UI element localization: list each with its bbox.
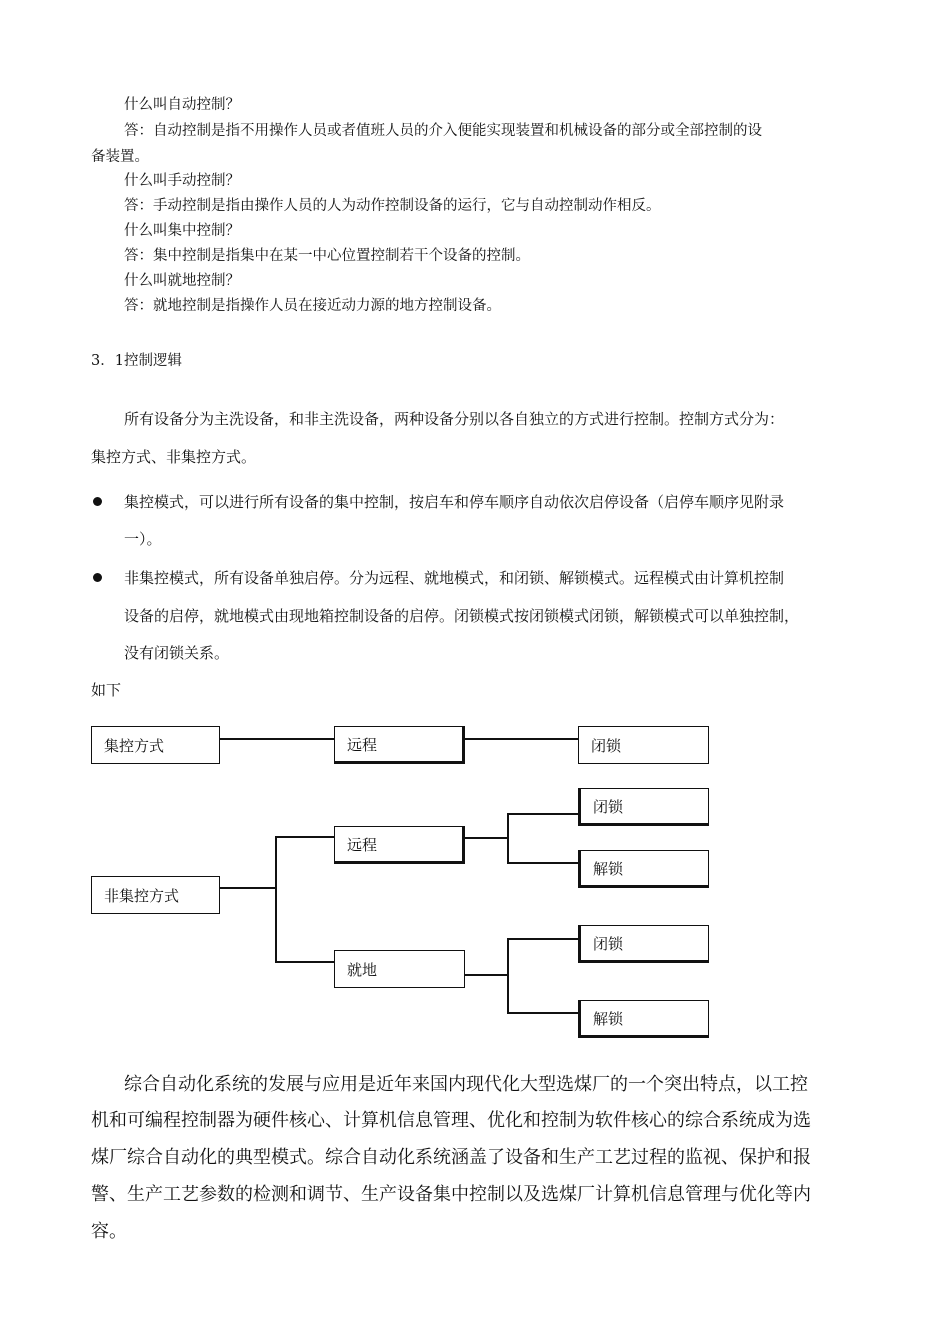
answer-1-line-1: 答：自动控制是指不用操作人员或者值班人员的介入便能实现装置和机械设备的部分或全部控制的设 <box>124 123 762 139</box>
closing-line-3: 煤厂综合自动化的典型模式。综合自动化系统涵盖了设备和生产工艺过程的监视、保护和报 <box>91 1147 811 1168</box>
box-central-lock: 闭锁 <box>578 726 709 764</box>
connector-to-local <box>275 961 335 963</box>
bullet-dot-2 <box>93 573 102 582</box>
box-central-remote: 远程 <box>334 726 465 764</box>
closing-line-1: 综合自动化系统的发展与应用是近年来国内现代化大型选煤厂的一个突出特点，以工控 <box>124 1074 808 1095</box>
connector-remote-trunk <box>464 837 508 839</box>
intro-line-2: 集控方式、非集控方式。 <box>91 448 257 466</box>
intro-line-1: 所有设备分为主洗设备，和非主洗设备，两种设备分别以各自独立的方式进行控制。控制方式分为： <box>124 410 785 428</box>
connector-remote-vertical <box>507 813 509 863</box>
bullet-1-line-2: 一）。 <box>124 530 162 548</box>
connector-noncentral-trunk <box>219 887 276 889</box>
connector-remote-lock <box>464 738 579 740</box>
box-remote: 远程 <box>334 826 465 864</box>
box-remote-unlock: 解锁 <box>578 850 709 888</box>
connector-remote-to-unlock <box>507 862 579 864</box>
section-heading: 3．1控制逻辑 <box>91 353 182 369</box>
box-local: 就地 <box>334 950 465 988</box>
question-4: 什么叫就地控制？ <box>124 273 240 289</box>
closing-line-5: 容。 <box>91 1221 127 1242</box>
question-2: 什么叫手动控制？ <box>124 173 240 189</box>
box-local-lock: 闭锁 <box>578 925 709 963</box>
question-3: 什么叫集中控制？ <box>124 223 240 239</box>
box-remote-lock: 闭锁 <box>578 788 709 826</box>
box-noncentral-mode: 非集控方式 <box>91 876 220 914</box>
bullet-2-line-2: 设备的启停，就地模式由现地箱控制设备的启停。闭锁模式按闭锁模式闭锁，解锁模式可以单独控制， <box>124 607 800 625</box>
bullet-1-line-1: 集控模式，可以进行所有设备的集中控制，按启车和停车顺序自动依次启停设备（启停车顺序见附录 <box>124 493 785 511</box>
box-central-mode: 集控方式 <box>91 726 220 764</box>
bullet-dot-1 <box>93 497 102 506</box>
connector-local-vertical <box>507 938 509 1013</box>
connector-local-to-lock <box>507 938 579 940</box>
connector-remote-to-lock <box>507 813 579 815</box>
as-below-label: 如下 <box>91 681 122 699</box>
answer-4: 答：就地控制是指操作人员在接近动力源的地方控制设备。 <box>124 298 501 314</box>
connector-central-remote <box>219 738 334 740</box>
bullet-2-line-1: 非集控模式，所有设备单独启停。分为远程、就地模式，和闭锁、解锁模式。远程模式由计算机控制 <box>124 569 785 587</box>
closing-line-2: 机和可编程控制器为硬件核心、计算机信息管理、优化和控制为软件核心的综合系统成为选 <box>91 1110 811 1131</box>
connector-local-trunk <box>464 974 508 976</box>
answer-2: 答：手动控制是指由操作人员的人为动作控制设备的运行，它与自动控制动作相反。 <box>124 198 661 214</box>
connector-local-to-unlock <box>507 1012 579 1014</box>
closing-line-4: 警、生产工艺参数的检测和调节、生产设备集中控制以及选煤厂计算机信息管理与优化等内 <box>91 1184 811 1205</box>
connector-noncentral-vertical <box>275 836 277 963</box>
question-1: 什么叫自动控制？ <box>124 97 240 113</box>
bullet-2-line-3: 没有闭锁关系。 <box>124 644 230 662</box>
box-local-unlock: 解锁 <box>578 1000 709 1038</box>
answer-1-line-2: 备装置。 <box>91 149 149 165</box>
connector-to-remote <box>275 836 335 838</box>
answer-3: 答：集中控制是指集中在某一中心位置控制若干个设备的控制。 <box>124 248 530 264</box>
